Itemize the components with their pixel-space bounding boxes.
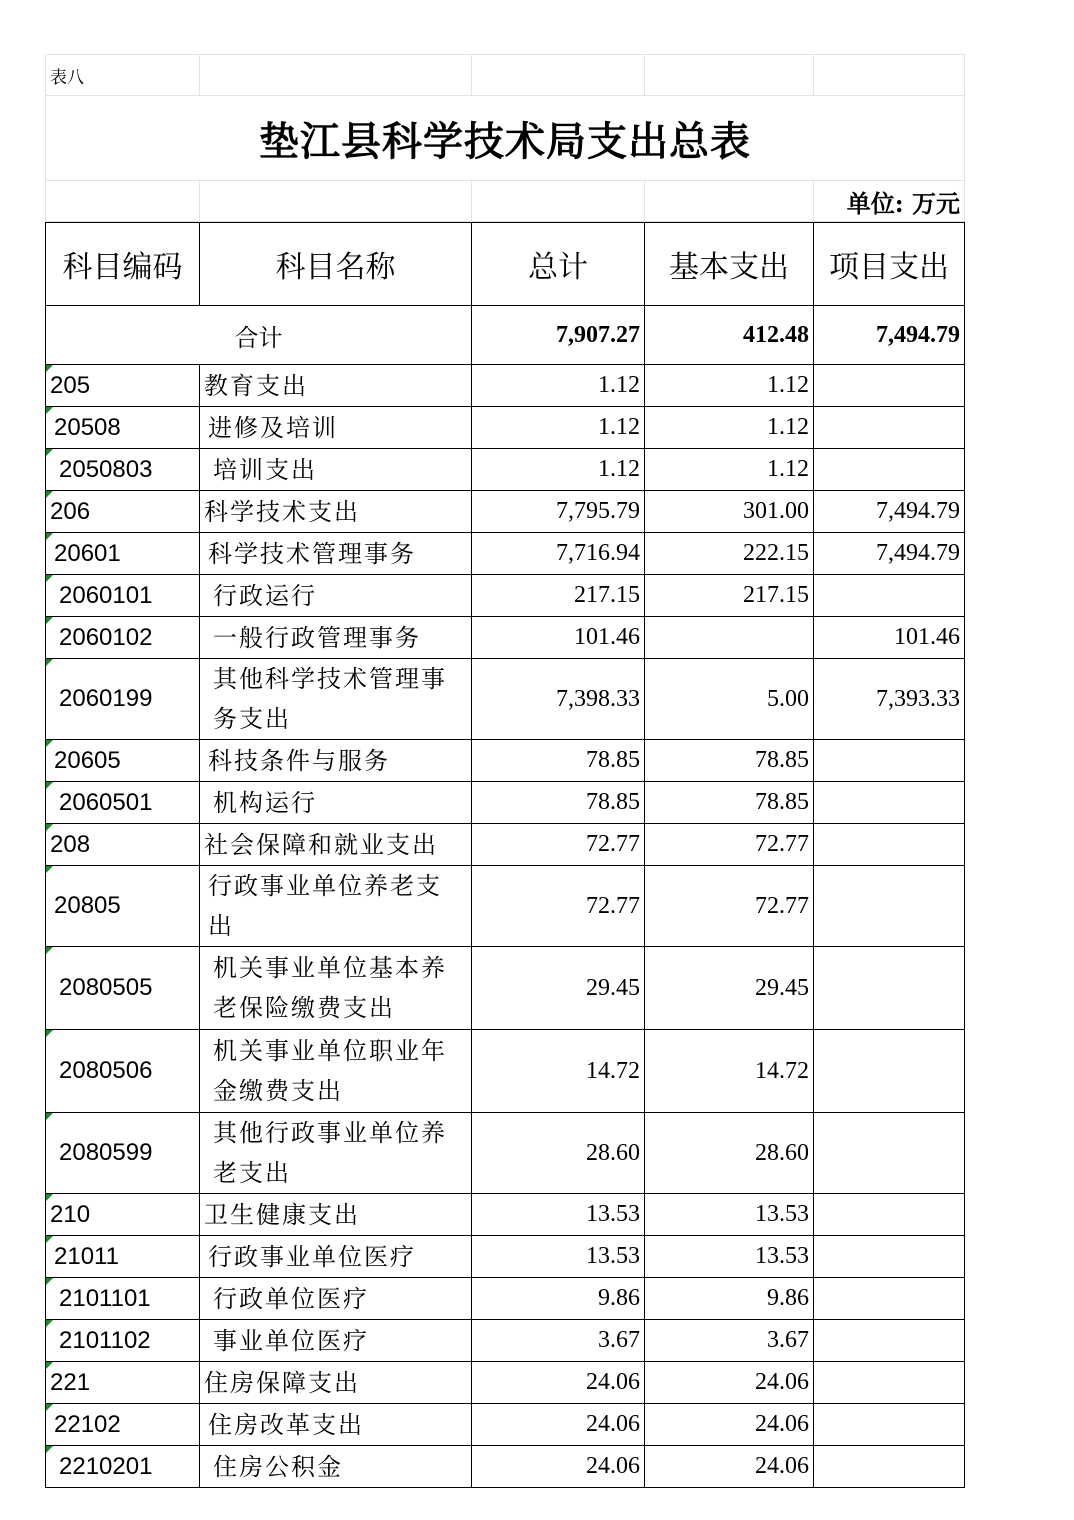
row-total[interactable]: 24.06 [472,1404,645,1446]
row-total[interactable]: 101.46 [472,617,645,659]
table-row [46,1320,965,1362]
row-code[interactable]: 2210201 [46,1446,200,1488]
row-project[interactable] [814,782,965,824]
row-name[interactable]: 机关事业单位基本养老保险缴费支出 [200,947,472,1030]
row-name[interactable]: 行政单位医疗 [200,1278,472,1320]
header-code[interactable]: 科目编码 [46,223,200,306]
row-project[interactable] [814,1236,965,1278]
row-name[interactable]: 科学技术管理事务 [200,533,472,575]
row-code[interactable]: 22102 [46,1404,200,1446]
row-project[interactable]: 7,393.33 [814,659,965,740]
row-name[interactable]: 其他行政事业单位养老支出 [200,1113,472,1194]
spreadsheet [45,54,964,1488]
row-total[interactable]: 24.06 [472,1362,645,1404]
sheet-label[interactable]: 表八 [46,55,200,96]
row-project[interactable]: 7,494.79 [814,533,965,575]
row-basic[interactable]: 14.72 [645,1030,814,1113]
table-row [46,866,965,947]
row-total[interactable]: 3.67 [472,1320,645,1362]
row-total[interactable]: 72.77 [472,866,645,947]
row-name[interactable]: 住房改革支出 [200,1404,472,1446]
table-row [46,1236,965,1278]
row-code[interactable]: 20508 [46,407,200,449]
table-row [46,740,965,782]
row-basic[interactable]: 78.85 [645,740,814,782]
row-code[interactable]: 2080506 [46,1030,200,1113]
row-code[interactable]: 2101102 [46,1320,200,1362]
row-name[interactable]: 培训支出 [200,449,472,491]
row-basic[interactable]: 29.45 [645,947,814,1030]
row-name[interactable]: 卫生健康支出 [200,1194,472,1236]
row-project[interactable] [814,1362,965,1404]
row-basic[interactable]: 78.85 [645,782,814,824]
row-project[interactable] [814,1446,965,1488]
row-code[interactable]: 2060501 [46,782,200,824]
row-total[interactable]: 78.85 [472,782,645,824]
table-row [46,407,965,449]
summary-total[interactable]: 7,907.27 [472,306,645,365]
row-code[interactable]: 2050803 [46,449,200,491]
row-project[interactable]: 7,494.79 [814,491,965,533]
table-row [46,1362,965,1404]
row-name[interactable]: 行政事业单位医疗 [200,1236,472,1278]
row-basic[interactable]: 28.60 [645,1113,814,1194]
header-name[interactable]: 科目名称 [200,223,472,306]
row-project[interactable] [814,740,965,782]
row-name[interactable]: 科技条件与服务 [200,740,472,782]
row-code[interactable]: 2060101 [46,575,200,617]
row-name[interactable]: 一般行政管理事务 [200,617,472,659]
table-row [46,1194,965,1236]
row-basic[interactable] [645,617,814,659]
row-total[interactable]: 7,795.79 [472,491,645,533]
table-row [46,1446,965,1488]
table-row [46,824,965,866]
row-basic[interactable]: 217.15 [645,575,814,617]
row-name[interactable]: 教育支出 [200,365,472,407]
row-total[interactable]: 13.53 [472,1194,645,1236]
row-name[interactable]: 机构运行 [200,782,472,824]
page-title[interactable]: 垫江县科学技术局支出总表 [46,96,965,181]
row-code[interactable]: 2060102 [46,617,200,659]
header-project[interactable]: 项目支出 [814,223,965,306]
row-total[interactable]: 7,716.94 [472,533,645,575]
table-row [46,659,965,740]
header-total[interactable]: 总计 [472,223,645,306]
row-basic[interactable]: 1.12 [645,449,814,491]
row-project[interactable] [814,449,965,491]
table-row [46,782,965,824]
row-total[interactable]: 78.85 [472,740,645,782]
row-basic[interactable]: 13.53 [645,1236,814,1278]
summary-row [46,306,965,365]
row-basic[interactable]: 72.77 [645,824,814,866]
unit-label[interactable]: 单位: 万元 [814,181,965,222]
row-code[interactable]: 210 [46,1194,200,1236]
table-header [46,223,965,306]
row-name[interactable]: 其他科学技术管理事务支出 [200,659,472,740]
row-code[interactable]: 20601 [46,533,200,575]
row-project[interactable]: 101.46 [814,617,965,659]
row-total[interactable]: 72.77 [472,824,645,866]
row-total[interactable]: 7,398.33 [472,659,645,740]
table-row [46,365,965,407]
row-total[interactable]: 28.60 [472,1113,645,1194]
row-basic[interactable]: 13.53 [645,1194,814,1236]
row-project[interactable] [814,575,965,617]
row-total[interactable]: 14.72 [472,1030,645,1113]
table-row [46,947,965,1030]
row-total[interactable]: 1.12 [472,449,645,491]
row-name[interactable]: 机关事业单位职业年金缴费支出 [200,1030,472,1113]
row-project[interactable] [814,1278,965,1320]
row-basic[interactable]: 5.00 [645,659,814,740]
row-name[interactable]: 进修及培训 [200,407,472,449]
row-total[interactable]: 1.12 [472,365,645,407]
table-row [46,1278,965,1320]
row-basic[interactable]: 3.67 [645,1320,814,1362]
row-code[interactable]: 2080599 [46,1113,200,1194]
row-total[interactable]: 29.45 [472,947,645,1030]
table-row [46,617,965,659]
row-code[interactable]: 2101101 [46,1278,200,1320]
row-total[interactable]: 9.86 [472,1278,645,1320]
row-name[interactable]: 行政事业单位养老支出 [200,866,472,947]
table-row [46,1113,965,1194]
row-total[interactable]: 24.06 [472,1446,645,1488]
expenditure-table [45,222,965,1488]
summary-label[interactable]: 合计 [46,306,472,365]
row-name[interactable]: 住房保障支出 [200,1362,472,1404]
table-row [46,1030,965,1113]
summary-basic[interactable]: 412.48 [645,306,814,365]
row-name[interactable]: 社会保障和就业支出 [200,824,472,866]
row-project[interactable] [814,947,965,1030]
row-project[interactable] [814,866,965,947]
row-project[interactable] [814,1194,965,1236]
row-basic[interactable]: 222.15 [645,533,814,575]
row-name[interactable]: 事业单位医疗 [200,1320,472,1362]
row-code[interactable]: 206 [46,491,200,533]
table-body [46,365,965,1488]
table-row [46,449,965,491]
header-basic[interactable]: 基本支出 [645,223,814,306]
row-basic[interactable]: 24.06 [645,1362,814,1404]
table-row [46,533,965,575]
table-row [46,491,965,533]
table-row [46,575,965,617]
row-basic[interactable]: 301.00 [645,491,814,533]
row-project[interactable] [814,365,965,407]
row-basic[interactable]: 1.12 [645,407,814,449]
row-code[interactable]: 20805 [46,866,200,947]
row-code[interactable]: 21011 [46,1236,200,1278]
row-project[interactable] [814,1320,965,1362]
summary-project[interactable]: 7,494.79 [814,306,965,365]
row-total[interactable]: 1.12 [472,407,645,449]
row-basic[interactable]: 1.12 [645,365,814,407]
row-basic[interactable]: 72.77 [645,866,814,947]
row-project[interactable] [814,407,965,449]
sheet-header-area [45,54,965,222]
row-project[interactable] [814,1030,965,1113]
row-code[interactable]: 2080505 [46,947,200,1030]
row-code[interactable]: 205 [46,365,200,407]
row-name[interactable]: 科学技术支出 [200,491,472,533]
row-total[interactable]: 13.53 [472,1236,645,1278]
row-basic[interactable]: 24.06 [645,1404,814,1446]
row-project[interactable] [814,1404,965,1446]
row-name[interactable]: 住房公积金 [200,1446,472,1488]
row-code[interactable]: 20605 [46,740,200,782]
row-code[interactable]: 208 [46,824,200,866]
row-basic[interactable]: 24.06 [645,1446,814,1488]
row-project[interactable] [814,1113,965,1194]
row-code[interactable]: 2060199 [46,659,200,740]
row-name[interactable]: 行政运行 [200,575,472,617]
row-project[interactable] [814,824,965,866]
row-code[interactable]: 221 [46,1362,200,1404]
row-total[interactable]: 217.15 [472,575,645,617]
table-row [46,1404,965,1446]
row-basic[interactable]: 9.86 [645,1278,814,1320]
